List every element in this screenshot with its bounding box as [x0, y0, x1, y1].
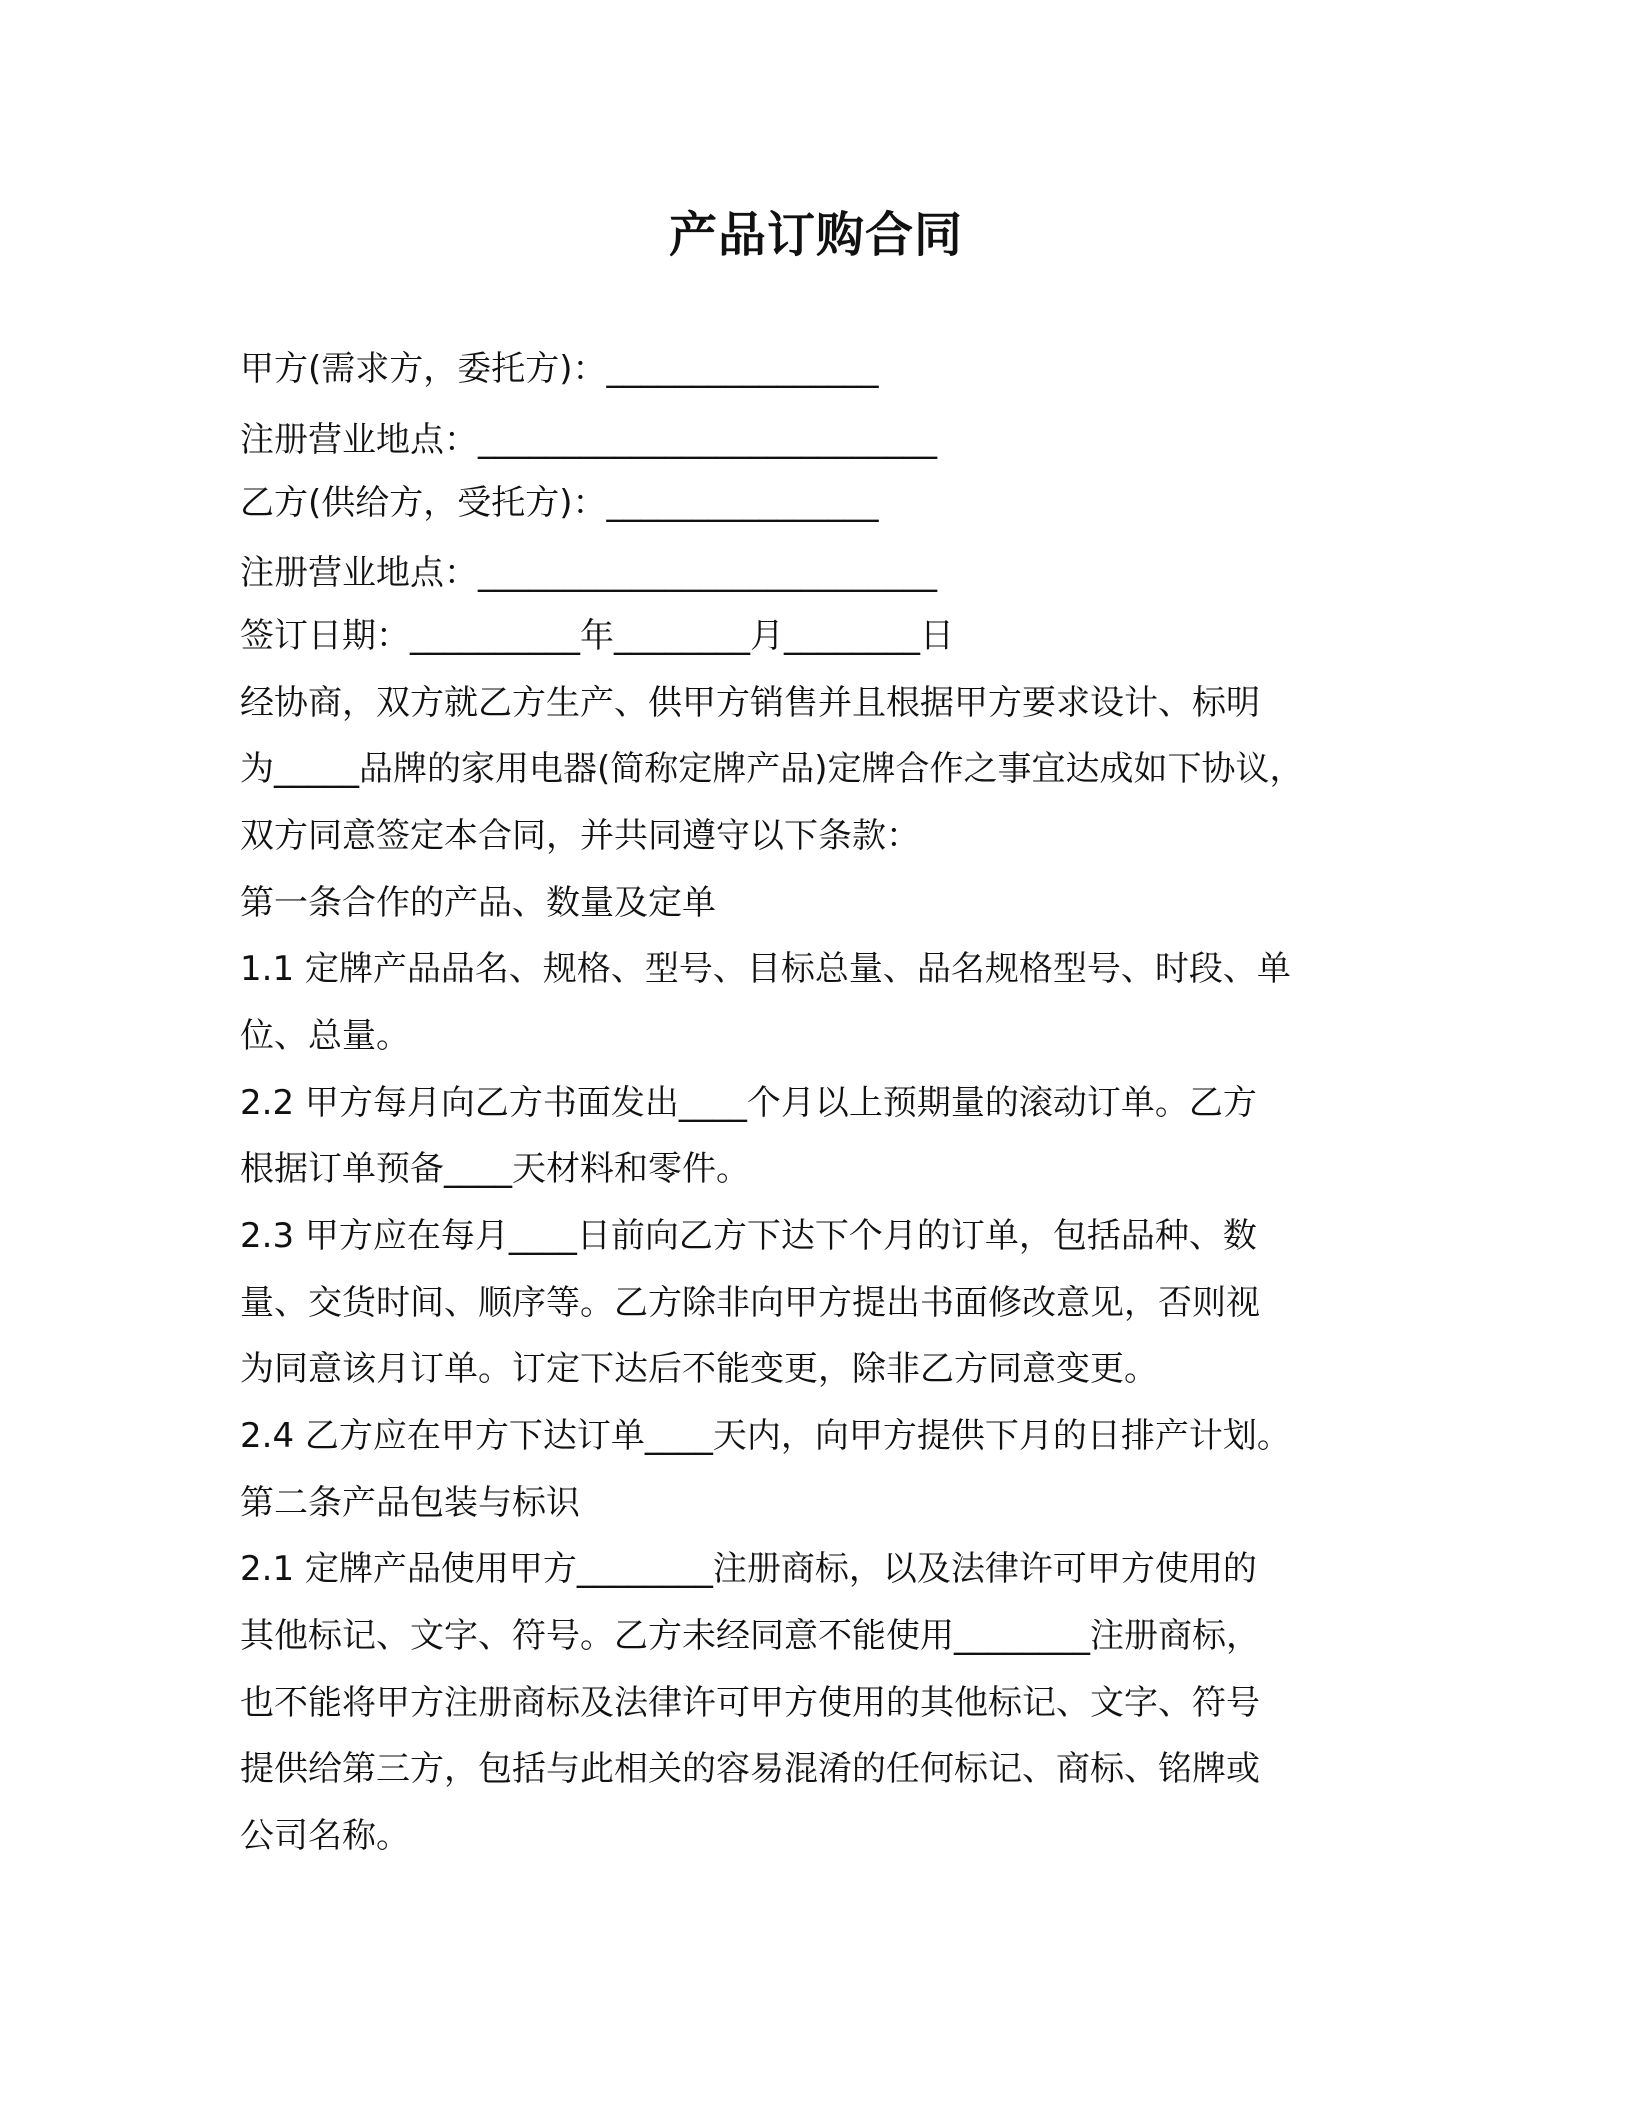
- text-line: 双方同意签定本合同，并共同遵守以下条款：: [240, 816, 920, 856]
- text-line: 第二条产品包装与标识: [240, 1483, 580, 1523]
- party-b-address-field: 注册营业地点：___________________________: [240, 553, 937, 593]
- text-line: 2.3 甲方应在每月____日前向乙方下达下个月的订单，包括品种、数: [240, 1216, 1257, 1256]
- text-line: 为同意该月订单。订定下达后不能变更，除非乙方同意变更。: [240, 1349, 1158, 1389]
- party-a-address-field: 注册营业地点：___________________________: [240, 420, 937, 460]
- text-line: 经协商，双方就乙方生产、供甲方销售并且根据甲方要求设计、标明: [240, 683, 1260, 723]
- text-line: 提供给第三方，包括与此相关的容易混淆的任何标记、商标、铭牌或: [240, 1749, 1260, 1789]
- text-line: 位、总量。: [240, 1016, 410, 1056]
- document-title: 产品订购合同: [668, 207, 963, 263]
- text-line: 公司名称。: [240, 1816, 410, 1856]
- party-b-field: 乙方(供给方，受托方)：________________: [240, 483, 879, 523]
- text-line: 2.2 甲方每月向乙方书面发出____个月以上预期量的滚动订单。乙方: [240, 1083, 1257, 1123]
- signing-date-field: 签订日期：__________年________月________日: [240, 616, 954, 656]
- text-line: 2.4 乙方应在甲方下达订单____天内，向甲方提供下月的日排产计划。: [240, 1416, 1291, 1456]
- party-a-field: 甲方(需求方，委托方)：________________: [240, 349, 879, 389]
- text-line: 其他标记、文字、符号。乙方未经同意不能使用________注册商标，: [240, 1616, 1260, 1656]
- text-line: 第一条合作的产品、数量及定单: [240, 883, 716, 923]
- text-line: 量、交货时间、顺序等。乙方除非向甲方提出书面修改意见，否则视: [240, 1283, 1260, 1323]
- text-line: 2.1 定牌产品使用甲方________注册商标，以及法律许可甲方使用的: [240, 1549, 1257, 1589]
- text-line: 根据订单预备____天材料和零件。: [240, 1149, 750, 1189]
- text-line: 1.1 定牌产品品名、规格、型号、目标总量、品名规格型号、时段、单: [240, 949, 1291, 989]
- text-line: 也不能将甲方注册商标及法律许可甲方使用的其他标记、文字、符号: [240, 1683, 1260, 1723]
- text-line: 为_____品牌的家用电器(简称定牌产品)定牌合作之事宜达成如下协议，: [240, 749, 1304, 789]
